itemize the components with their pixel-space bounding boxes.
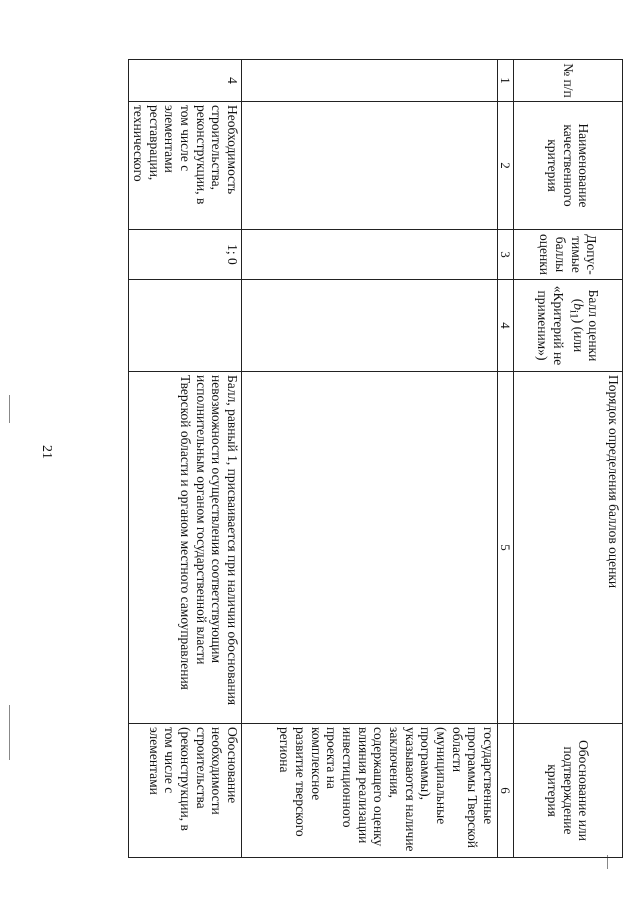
header-justification: Обоснование или подтверждение критерия (514, 724, 623, 858)
column-number: 1 (497, 60, 513, 102)
cell-justification: Обоснование необходимости строительства (реконструкции, в том числе с элементами (129, 724, 242, 858)
cell-allowed-scores: 1; 0 (129, 230, 242, 280)
table-row-4 (129, 60, 242, 858)
margin-mark (9, 395, 10, 423)
column-number: 5 (497, 372, 513, 724)
rotated-table-container (130, 59, 623, 857)
column-number: 2 (497, 102, 513, 230)
criteria-table (128, 59, 623, 858)
cell-score (129, 280, 242, 372)
header-procedure: Порядок определения баллов оценки (514, 372, 623, 724)
cell-justification-continuation: государственные программы Тверской области (муниципальные программы), указываются наличие заключения, содержащего оценку влияния реализации инвестиционного проекта на комплексное развитие тверского региона (241, 724, 497, 858)
cell-empty (241, 102, 497, 230)
table-header-row (514, 60, 623, 858)
header-score: Балл оценки $(b_{i1})$ (или «Критерий не применим») (514, 280, 623, 372)
header-allowed-scores: Допус-тимые баллы оценки (514, 230, 623, 280)
header-criterion: Наименование качественного критерия (514, 102, 623, 230)
margin-mark (9, 705, 10, 760)
table-row-continuation (241, 60, 497, 858)
cell-procedure: Балл, равный 1, присваивается при наличии обоснования невозможности осуществления соответствующим исполнительным органом государственной власти Тверской области и органом местного самоуправления (129, 372, 242, 724)
cell-empty (241, 230, 497, 280)
column-number-row (497, 60, 513, 858)
cell-empty (241, 280, 497, 372)
column-number: 6 (497, 724, 513, 858)
cell-empty (241, 372, 497, 724)
column-number: 3 (497, 230, 513, 280)
cell-row-number: 4 (129, 60, 242, 102)
cell-criterion: Необходимость строительства, реконструкции, в том числе с элементами реставрации, технического (129, 102, 242, 230)
cell-empty (241, 60, 497, 102)
column-number: 4 (497, 280, 513, 372)
page-number: 21 (39, 445, 54, 459)
header-number: № п/п (514, 60, 623, 102)
